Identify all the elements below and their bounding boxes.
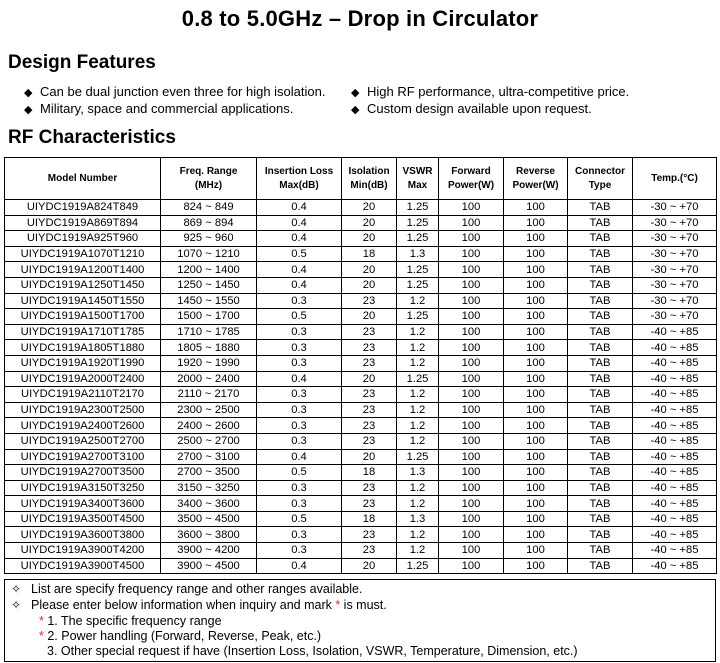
cell-isolation: 23 — [342, 418, 397, 434]
required-mark: * — [335, 598, 341, 612]
col-model-number: Model Number — [5, 158, 161, 200]
cell-freq-range: 2700 ~ 3500 — [161, 465, 257, 481]
cell-temperature: -40 ~ +85 — [633, 527, 717, 543]
page-title: 0.8 to 5.0GHz – Drop in Circulator — [181, 6, 539, 31]
star-bullet-icon: ✧ — [11, 598, 22, 612]
cell-vswr: 1.2 — [397, 496, 439, 512]
design-features-heading: Design Features — [8, 52, 156, 73]
cell-temperature: -40 ~ +85 — [633, 543, 717, 559]
cell-insertion-loss: 0.3 — [257, 543, 342, 559]
cell-model-number: UIYDC1919A3900T4200 — [5, 543, 161, 559]
cell-insertion-loss: 0.4 — [257, 371, 342, 387]
cell-connector-type: TAB — [568, 309, 633, 325]
cell-temperature: -30 ~ +70 — [633, 231, 717, 247]
cell-freq-range: 3600 ~ 3800 — [161, 527, 257, 543]
cell-isolation: 23 — [342, 340, 397, 356]
cell-vswr: 1.2 — [397, 387, 439, 403]
cell-model-number: UIYDC1919A2700T3100 — [5, 449, 161, 465]
cell-temperature: -40 ~ +85 — [633, 371, 717, 387]
cell-connector-type: TAB — [568, 418, 633, 434]
cell-isolation: 20 — [342, 558, 397, 574]
cell-vswr: 1.3 — [397, 246, 439, 262]
cell-model-number: UIYDC1919A2700T3500 — [5, 465, 161, 481]
cell-model-number: UIYDC1919A2110T2170 — [5, 387, 161, 403]
cell-connector-type: TAB — [568, 200, 633, 216]
diamond-bullet-icon: ◆ — [351, 87, 360, 99]
table-row — [5, 231, 717, 247]
cell-reverse-power: 100 — [504, 293, 568, 309]
cell-vswr: 1.25 — [397, 449, 439, 465]
cell-temperature: -40 ~ +85 — [633, 496, 717, 512]
cell-isolation: 23 — [342, 433, 397, 449]
cell-forward-power: 100 — [439, 309, 504, 325]
cell-temperature: -30 ~ +70 — [633, 215, 717, 231]
cell-insertion-loss: 0.3 — [257, 324, 342, 340]
cell-vswr: 1.25 — [397, 277, 439, 293]
cell-forward-power: 100 — [439, 246, 504, 262]
cell-insertion-loss: 0.4 — [257, 215, 342, 231]
cell-forward-power: 100 — [439, 418, 504, 434]
cell-isolation: 23 — [342, 527, 397, 543]
cell-connector-type: TAB — [568, 246, 633, 262]
cell-freq-range: 1920 ~ 1990 — [161, 355, 257, 371]
cell-connector-type: TAB — [568, 527, 633, 543]
cell-vswr: 1.2 — [397, 480, 439, 496]
cell-forward-power: 100 — [439, 324, 504, 340]
cell-forward-power: 100 — [439, 200, 504, 216]
cell-insertion-loss: 0.3 — [257, 433, 342, 449]
cell-model-number: UIYDC1919A3150T3250 — [5, 480, 161, 496]
cell-temperature: -30 ~ +70 — [633, 293, 717, 309]
cell-insertion-loss: 0.4 — [257, 231, 342, 247]
cell-connector-type: TAB — [568, 355, 633, 371]
cell-connector-type: TAB — [568, 387, 633, 403]
cell-model-number: UIYDC1919A1450T1550 — [5, 293, 161, 309]
cell-isolation: 20 — [342, 309, 397, 325]
cell-reverse-power: 100 — [504, 371, 568, 387]
cell-isolation: 20 — [342, 231, 397, 247]
cell-forward-power: 100 — [439, 231, 504, 247]
cell-freq-range: 2000 ~ 2400 — [161, 371, 257, 387]
cell-model-number: UIYDC1919A3900T4500 — [5, 558, 161, 574]
table-row — [5, 496, 717, 512]
col-connector-type: Connector Type — [568, 158, 633, 200]
cell-forward-power: 100 — [439, 277, 504, 293]
cell-vswr: 1.2 — [397, 293, 439, 309]
required-mark: * — [39, 629, 44, 643]
cell-model-number: UIYDC1919A1250T1450 — [5, 277, 161, 293]
col-isolation: Isolation Min(dB) — [342, 158, 397, 200]
table-row — [5, 324, 717, 340]
cell-forward-power: 100 — [439, 543, 504, 559]
cell-reverse-power: 100 — [504, 246, 568, 262]
cell-forward-power: 100 — [439, 449, 504, 465]
feature-text: High RF performance, ultra-competitive price. — [367, 84, 630, 99]
cell-vswr: 1.2 — [397, 527, 439, 543]
cell-model-number: UIYDC1919A1920T1990 — [5, 355, 161, 371]
cell-model-number: UIYDC1919A1500T1700 — [5, 309, 161, 325]
cell-insertion-loss: 0.5 — [257, 246, 342, 262]
cell-vswr: 1.2 — [397, 340, 439, 356]
table-row — [5, 246, 717, 262]
cell-freq-range: 2500 ~ 2700 — [161, 433, 257, 449]
cell-temperature: -40 ~ +85 — [633, 340, 717, 356]
cell-forward-power: 100 — [439, 387, 504, 403]
cell-vswr: 1.2 — [397, 433, 439, 449]
cell-model-number: UIYDC1919A2300T2500 — [5, 402, 161, 418]
feature-text: Can be dual junction even three for high isolation. — [40, 84, 326, 99]
cell-connector-type: TAB — [568, 340, 633, 356]
cell-temperature: -30 ~ +70 — [633, 262, 717, 278]
cell-freq-range: 2400 ~ 2600 — [161, 418, 257, 434]
cell-vswr: 1.25 — [397, 262, 439, 278]
cell-connector-type: TAB — [568, 293, 633, 309]
feature-item — [24, 101, 293, 118]
cell-model-number: UIYDC1919A2500T2700 — [5, 433, 161, 449]
cell-insertion-loss: 0.4 — [257, 200, 342, 216]
cell-freq-range: 869 ~ 894 — [161, 215, 257, 231]
table-row — [5, 433, 717, 449]
cell-reverse-power: 100 — [504, 433, 568, 449]
col-insertion-loss: Insertion Loss Max(dB) — [257, 158, 342, 200]
cell-temperature: -40 ~ +85 — [633, 402, 717, 418]
cell-reverse-power: 100 — [504, 262, 568, 278]
table-row — [5, 511, 717, 527]
cell-freq-range: 2300 ~ 2500 — [161, 402, 257, 418]
table-row — [5, 480, 717, 496]
cell-vswr: 1.25 — [397, 371, 439, 387]
cell-model-number: UIYDC1919A925T960 — [5, 231, 161, 247]
star-bullet-icon: ✧ — [11, 582, 22, 596]
table-row — [5, 402, 717, 418]
cell-reverse-power: 100 — [504, 277, 568, 293]
cell-vswr: 1.25 — [397, 309, 439, 325]
table-row — [5, 215, 717, 231]
col-forward-power: Forward Power(W) — [439, 158, 504, 200]
table-row — [5, 371, 717, 387]
cell-reverse-power: 100 — [504, 527, 568, 543]
cell-temperature: -40 ~ +85 — [633, 355, 717, 371]
cell-reverse-power: 100 — [504, 465, 568, 481]
table-row — [5, 340, 717, 356]
cell-insertion-loss: 0.3 — [257, 387, 342, 403]
cell-insertion-loss: 0.3 — [257, 340, 342, 356]
notes-box — [4, 579, 716, 662]
cell-insertion-loss: 0.3 — [257, 480, 342, 496]
cell-temperature: -40 ~ +85 — [633, 418, 717, 434]
cell-freq-range: 3900 ~ 4200 — [161, 543, 257, 559]
cell-insertion-loss: 0.4 — [257, 277, 342, 293]
note-item: * 2. Power handling (Forward, Reverse, Peak, etc.) — [39, 629, 322, 643]
cell-connector-type: TAB — [568, 402, 633, 418]
cell-isolation: 23 — [342, 387, 397, 403]
table-row — [5, 277, 717, 293]
feature-text: Military, space and commercial applications. — [40, 101, 294, 116]
feature-item — [24, 84, 325, 101]
table-row — [5, 262, 717, 278]
cell-connector-type: TAB — [568, 511, 633, 527]
cell-vswr: 1.3 — [397, 511, 439, 527]
cell-freq-range: 1710 ~ 1785 — [161, 324, 257, 340]
feature-item — [351, 84, 629, 101]
cell-forward-power: 100 — [439, 558, 504, 574]
cell-reverse-power: 100 — [504, 558, 568, 574]
note-item: 3. Other special request if have (Insertion Loss, Isolation, VSWR, Temperature, Dimension, etc.) — [47, 644, 578, 658]
cell-connector-type: TAB — [568, 371, 633, 387]
cell-connector-type: TAB — [568, 543, 633, 559]
cell-reverse-power: 100 — [504, 449, 568, 465]
cell-isolation: 20 — [342, 449, 397, 465]
cell-reverse-power: 100 — [504, 511, 568, 527]
cell-insertion-loss: 0.4 — [257, 558, 342, 574]
cell-freq-range: 3500 ~ 4500 — [161, 511, 257, 527]
cell-forward-power: 100 — [439, 496, 504, 512]
cell-freq-range: 925 ~ 960 — [161, 231, 257, 247]
cell-vswr: 1.2 — [397, 418, 439, 434]
cell-isolation: 23 — [342, 402, 397, 418]
cell-reverse-power: 100 — [504, 480, 568, 496]
cell-insertion-loss: 0.3 — [257, 355, 342, 371]
table-row — [5, 418, 717, 434]
note-item: * 1. The specific frequency range — [39, 614, 222, 628]
col-reverse-power: Reverse Power(W) — [504, 158, 568, 200]
cell-isolation: 20 — [342, 200, 397, 216]
cell-isolation: 18 — [342, 465, 397, 481]
cell-isolation: 18 — [342, 246, 397, 262]
cell-reverse-power: 100 — [504, 418, 568, 434]
cell-connector-type: TAB — [568, 465, 633, 481]
table-row — [5, 527, 717, 543]
cell-temperature: -40 ~ +85 — [633, 558, 717, 574]
cell-temperature: -40 ~ +85 — [633, 387, 717, 403]
cell-freq-range: 824 ~ 849 — [161, 200, 257, 216]
table-row — [5, 465, 717, 481]
cell-connector-type: TAB — [568, 231, 633, 247]
cell-connector-type: TAB — [568, 480, 633, 496]
cell-forward-power: 100 — [439, 355, 504, 371]
cell-forward-power: 100 — [439, 465, 504, 481]
cell-connector-type: TAB — [568, 277, 633, 293]
cell-forward-power: 100 — [439, 293, 504, 309]
cell-temperature: -40 ~ +85 — [633, 480, 717, 496]
cell-forward-power: 100 — [439, 433, 504, 449]
cell-vswr: 1.25 — [397, 231, 439, 247]
table-row — [5, 543, 717, 559]
cell-vswr: 1.25 — [397, 215, 439, 231]
cell-isolation: 20 — [342, 262, 397, 278]
cell-temperature: -40 ~ +85 — [633, 511, 717, 527]
cell-forward-power: 100 — [439, 511, 504, 527]
cell-temperature: -30 ~ +70 — [633, 246, 717, 262]
cell-isolation: 23 — [342, 355, 397, 371]
cell-model-number: UIYDC1919A1805T1880 — [5, 340, 161, 356]
rf-characteristics-table — [4, 157, 717, 574]
cell-freq-range: 3150 ~ 3250 — [161, 480, 257, 496]
cell-isolation: 20 — [342, 371, 397, 387]
cell-freq-range: 1805 ~ 1880 — [161, 340, 257, 356]
cell-temperature: -30 ~ +70 — [633, 309, 717, 325]
rf-characteristics-heading: RF Characteristics — [8, 127, 176, 148]
cell-reverse-power: 100 — [504, 231, 568, 247]
diamond-bullet-icon: ◆ — [351, 104, 360, 116]
cell-model-number: UIYDC1919A824T849 — [5, 200, 161, 216]
cell-insertion-loss: 0.3 — [257, 496, 342, 512]
cell-reverse-power: 100 — [504, 200, 568, 216]
table-row — [5, 387, 717, 403]
table-header-row — [5, 158, 717, 200]
cell-connector-type: TAB — [568, 262, 633, 278]
required-mark: * — [39, 614, 44, 628]
cell-freq-range: 3900 ~ 4500 — [161, 558, 257, 574]
cell-isolation: 23 — [342, 293, 397, 309]
table-row — [5, 558, 717, 574]
cell-vswr: 1.25 — [397, 558, 439, 574]
cell-insertion-loss: 0.3 — [257, 418, 342, 434]
cell-forward-power: 100 — [439, 527, 504, 543]
col-freq-range: Freq. Range (MHz) — [161, 158, 257, 200]
cell-temperature: -40 ~ +85 — [633, 324, 717, 340]
note-line: ✧ Please enter below information when inquiry and mark * is must. — [5, 598, 387, 613]
cell-reverse-power: 100 — [504, 496, 568, 512]
cell-freq-range: 1200 ~ 1400 — [161, 262, 257, 278]
cell-reverse-power: 100 — [504, 340, 568, 356]
cell-forward-power: 100 — [439, 340, 504, 356]
cell-insertion-loss: 0.4 — [257, 449, 342, 465]
cell-isolation: 23 — [342, 324, 397, 340]
feature-item — [351, 101, 592, 118]
cell-model-number: UIYDC1919A1710T1785 — [5, 324, 161, 340]
diamond-bullet-icon: ◆ — [24, 104, 33, 116]
cell-insertion-loss: 0.4 — [257, 262, 342, 278]
cell-model-number: UIYDC1919A3400T3600 — [5, 496, 161, 512]
cell-forward-power: 100 — [439, 215, 504, 231]
cell-forward-power: 100 — [439, 480, 504, 496]
cell-temperature: -30 ~ +70 — [633, 200, 717, 216]
cell-isolation: 23 — [342, 480, 397, 496]
cell-freq-range: 2110 ~ 2170 — [161, 387, 257, 403]
cell-connector-type: TAB — [568, 215, 633, 231]
cell-freq-range: 2700 ~ 3100 — [161, 449, 257, 465]
diamond-bullet-icon: ◆ — [24, 87, 33, 99]
cell-model-number: UIYDC1919A1200T1400 — [5, 262, 161, 278]
cell-reverse-power: 100 — [504, 215, 568, 231]
cell-freq-range: 1250 ~ 1450 — [161, 277, 257, 293]
cell-freq-range: 3400 ~ 3600 — [161, 496, 257, 512]
table-body — [5, 200, 717, 574]
cell-temperature: -40 ~ +85 — [633, 449, 717, 465]
col-vswr: VSWR Max — [397, 158, 439, 200]
cell-model-number: UIYDC1919A3600T3800 — [5, 527, 161, 543]
cell-reverse-power: 100 — [504, 324, 568, 340]
cell-temperature: -40 ~ +85 — [633, 433, 717, 449]
cell-reverse-power: 100 — [504, 543, 568, 559]
cell-vswr: 1.2 — [397, 402, 439, 418]
cell-model-number: UIYDC1919A2400T2600 — [5, 418, 161, 434]
cell-vswr: 1.2 — [397, 355, 439, 371]
cell-model-number: UIYDC1919A1070T1210 — [5, 246, 161, 262]
cell-vswr: 1.3 — [397, 465, 439, 481]
cell-connector-type: TAB — [568, 496, 633, 512]
cell-forward-power: 100 — [439, 402, 504, 418]
cell-isolation: 23 — [342, 496, 397, 512]
table-row — [5, 449, 717, 465]
note-line: ✧ List are specify frequency range and other ranges available. — [5, 582, 362, 597]
cell-isolation: 20 — [342, 277, 397, 293]
table-row — [5, 309, 717, 325]
cell-insertion-loss: 0.3 — [257, 402, 342, 418]
cell-temperature: -30 ~ +70 — [633, 277, 717, 293]
cell-vswr: 1.2 — [397, 324, 439, 340]
cell-vswr: 1.25 — [397, 200, 439, 216]
cell-freq-range: 1500 ~ 1700 — [161, 309, 257, 325]
cell-vswr: 1.2 — [397, 543, 439, 559]
cell-insertion-loss: 0.3 — [257, 527, 342, 543]
cell-isolation: 23 — [342, 543, 397, 559]
cell-model-number: UIYDC1919A3500T4500 — [5, 511, 161, 527]
cell-insertion-loss: 0.3 — [257, 293, 342, 309]
cell-temperature: -40 ~ +85 — [633, 465, 717, 481]
cell-reverse-power: 100 — [504, 387, 568, 403]
cell-connector-type: TAB — [568, 324, 633, 340]
cell-freq-range: 1070 ~ 1210 — [161, 246, 257, 262]
cell-insertion-loss: 0.5 — [257, 309, 342, 325]
cell-insertion-loss: 0.5 — [257, 465, 342, 481]
cell-model-number: UIYDC1919A869T894 — [5, 215, 161, 231]
cell-connector-type: TAB — [568, 558, 633, 574]
col-temperature: Temp.(°C) — [633, 158, 717, 200]
table-row — [5, 355, 717, 371]
cell-insertion-loss: 0.5 — [257, 511, 342, 527]
cell-reverse-power: 100 — [504, 309, 568, 325]
cell-connector-type: TAB — [568, 449, 633, 465]
cell-freq-range: 1450 ~ 1550 — [161, 293, 257, 309]
table-row — [5, 200, 717, 216]
feature-text: Custom design available upon request. — [367, 101, 592, 116]
table-row — [5, 293, 717, 309]
cell-isolation: 20 — [342, 215, 397, 231]
cell-reverse-power: 100 — [504, 355, 568, 371]
cell-isolation: 18 — [342, 511, 397, 527]
cell-connector-type: TAB — [568, 433, 633, 449]
cell-forward-power: 100 — [439, 371, 504, 387]
cell-forward-power: 100 — [439, 262, 504, 278]
cell-model-number: UIYDC1919A2000T2400 — [5, 371, 161, 387]
cell-reverse-power: 100 — [504, 402, 568, 418]
